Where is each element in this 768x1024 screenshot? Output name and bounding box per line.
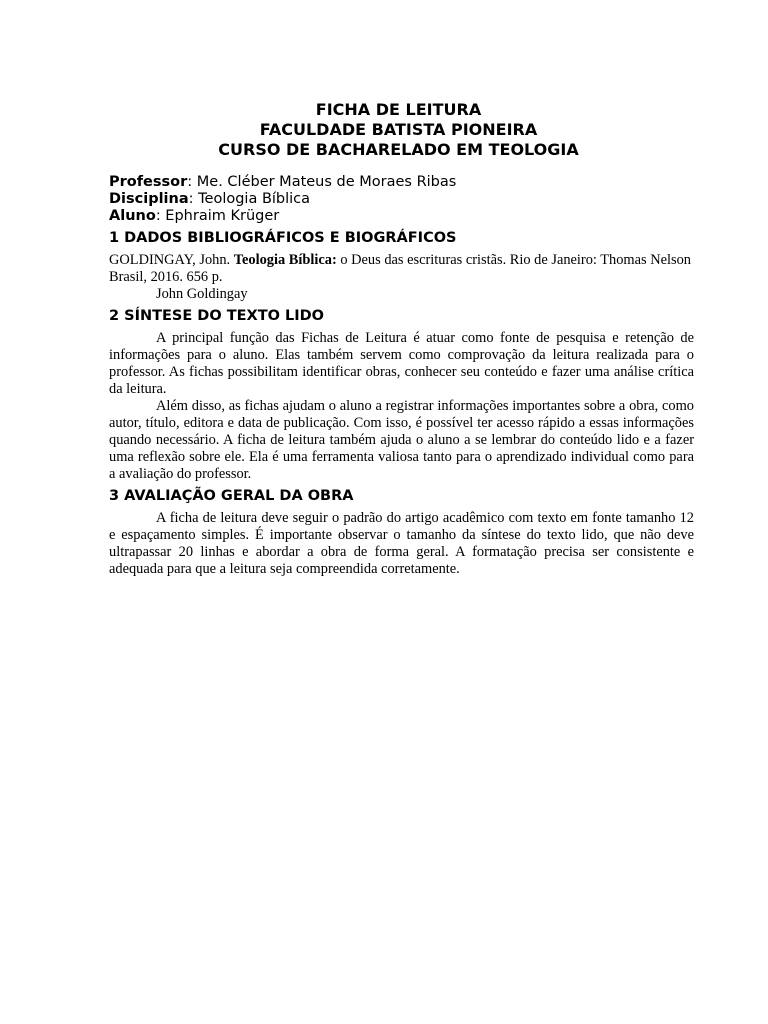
document-meta	[109, 174, 694, 225]
meta-disciplina	[109, 191, 694, 208]
meta-aluno-label: Aluno	[109, 208, 156, 224]
citation-title: Teologia Bíblica:	[233, 252, 337, 268]
section-3-body	[109, 510, 694, 578]
meta-disciplina-value: : Teologia Bíblica	[188, 191, 311, 207]
meta-aluno-value: : Ephraim Krüger	[155, 208, 280, 224]
section-2-body	[109, 330, 694, 483]
bibliographic-citation	[109, 252, 694, 286]
meta-disciplina-label: Disciplina	[109, 191, 189, 207]
meta-professor	[109, 174, 694, 191]
section-1-heading: 1 DADOS BIBLIOGRÁFICOS E BIOGRÁFICOS	[109, 230, 457, 246]
title-line-ficha: FICHA DE LEITURA	[315, 100, 482, 119]
section-3-paragraph-1: A ficha de leitura deve seguir o padrão do artigo acadêmico com texto em fonte tamanho 12 e espaçamento simples. É importante observar o tamanho da síntese do texto lido, que não deve ultrapassar 20 linhas e abordar a obra de forma geral. A formatação precisa ser consistente e adequada para que a leitura seja compreendida corretamente.	[109, 510, 694, 577]
author-name: John Goldingay	[156, 286, 248, 302]
section-3-heading: 3 AVALIAÇÃO GERAL DA OBRA	[109, 488, 354, 504]
section-2-paragraph-2: Além disso, as fichas ajudam o aluno a registrar informações importantes sobre a obra, como autor, título, editora e data de publicação. Com isso, é possível ter acesso rápido a essas informações quando necessário. A ficha de leitura também ajuda o aluno a se lembrar do conteúdo lido e a fazer uma reflexão sobre ele. Ela é uma ferramenta valiosa tanto para o aprendizado individual como para a avaliação do professor.	[109, 398, 694, 482]
section-2-paragraph-1: A principal função das Fichas de Leitura é atuar como fonte de pesquisa e retenção de informações para o aluno. Elas também servem como comprovação da leitura realizada para o professor. As fichas possibilitam identificar obras, conhecer seu conteúdo e fazer uma análise crítica da leitura.	[109, 330, 694, 397]
meta-aluno	[109, 208, 694, 225]
section-2-heading: 2 SÍNTESE DO TEXTO LIDO	[109, 308, 324, 324]
title-line-faculdade: FACULDADE BATISTA PIONEIRA	[259, 120, 538, 139]
document-title	[103, 100, 694, 160]
section-1-body	[109, 252, 694, 303]
meta-professor-label: Professor	[109, 174, 188, 190]
citation-rest: o Deus das escrituras cristãs. Rio de Janeiro: Thomas Nelson Brasil, 2016. 656 p.	[109, 252, 691, 285]
citation-author: GOLDINGAY, John.	[109, 252, 234, 268]
document-page	[109, 100, 694, 578]
meta-professor-value: : Me. Cléber Mateus de Moraes Ribas	[187, 174, 457, 190]
title-line-curso: CURSO DE BACHARELADO EM TEOLOGIA	[218, 140, 579, 159]
